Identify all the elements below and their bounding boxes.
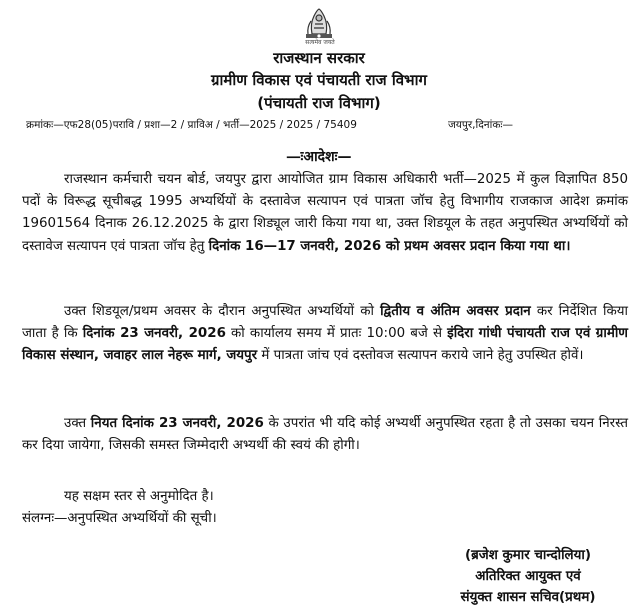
paragraph-2-text-g: में पात्रता जांच एवं दस्तोवज सत्यापन कराये जाने हेतु उपस्थित होवें। <box>257 348 584 364</box>
signatory-designation-1: अतिरिक्त आयुक्त एवं <box>475 569 581 584</box>
paragraph-1 <box>22 169 628 258</box>
paragraph-2 <box>22 301 628 368</box>
approval-text: यह सक्षम स्तर से अनुमोदित है। <box>64 489 214 504</box>
paragraph-3-text-c: के उपरांत भी यदि कोई अभ्यर्थी अनुपस्थित रहता है तो उसका चयन निरस्त कर दिया जायेगा, जिसकी समस्त जिम्मेदारी अभ्यर्थी की स्वयं की होगी। <box>22 416 628 454</box>
department-name: ग्रामीण विकास एवं पंचायती राज विभाग <box>211 71 427 89</box>
paragraph-2-text-c: कर निर्देशित किया जाता है कि <box>22 304 628 342</box>
verification-date: दिनांक 23 जनवरी, 2026 <box>82 326 226 342</box>
sub-department-name: (पंचायती राज विभाग) <box>257 94 381 112</box>
emblem-motto: सत्यमेव जयते <box>305 39 335 46</box>
first-opportunity-date: दिनांक 16—17 जनवरी, 2026 को प्रथम अवसर प्रदान किया गया था। <box>208 238 571 254</box>
paragraph-3 <box>22 413 628 457</box>
paragraph-3-text-a: उक्त <box>64 416 91 431</box>
government-name: राजस्थान सरकार <box>273 49 365 67</box>
attachment-note <box>22 508 628 530</box>
signatory-name: (ब्रजेश कुमार चान्दोलिया) <box>465 548 591 563</box>
place-date: जयपुर,दिनांकः— <box>448 119 514 131</box>
reference-number: क्रमांकः—एफ28(05)परावि / प्रशा—2 / प्राविअ / भर्ती—2025 / 2025 / 75409 <box>26 119 357 131</box>
fixed-date: नियत दिनांक 23 जनवरी, 2026 <box>90 416 264 431</box>
signatory-designation-2: संयुक्त शासन सचिव(प्रथम) <box>460 590 596 605</box>
attachment-text: संलग्नः—अनुपस्थित अभ्यर्थियों की सूची। <box>22 511 217 526</box>
paragraph-2-text-a: उक्त शिडयूल/प्रथम अवसर के दौरान अनुपस्थित अभ्यर्थियों को <box>64 304 381 319</box>
paragraph-1-text: राजस्थान कर्मचारी चयन बोर्ड, जयपुर द्वारा आयोजित ग्राम विकास अधिकारी भर्ती—2025 में कुल विज्ञापित 850 पदों के विरूद्ध सूचीबद्ध 1995 अभ्यर्थियों के दस्तावेज सत्यापन एवं पात्रता जॉच हेतु विभागीय राजकाज आदेश क्रमांक 19601564 दिनाक 26.12.2025 के द्वारा शिड्यूल जारी किया गया था, उक्त शिडयूल के तहत अनुपस्थित अभ्यर्थियों को दस्तावेज सत्यापन एवं पात्रता जॉच हेतु <box>22 172 628 254</box>
verification-venue: इंदिरा गांधी पंचायती राज एवं ग्रामीण विकास संस्थान, जवाहर लाल नेहरू मार्ग, जयपुर <box>22 326 628 364</box>
paragraph-2-text-e: को कार्यालय समय में प्रातः 10:00 बजे से <box>225 326 448 342</box>
approval-note <box>22 486 628 508</box>
order-heading: —ःआदेशः— <box>286 149 352 165</box>
second-final-opportunity: द्वितीय व अंतिम अवसर प्रदान <box>380 304 531 319</box>
